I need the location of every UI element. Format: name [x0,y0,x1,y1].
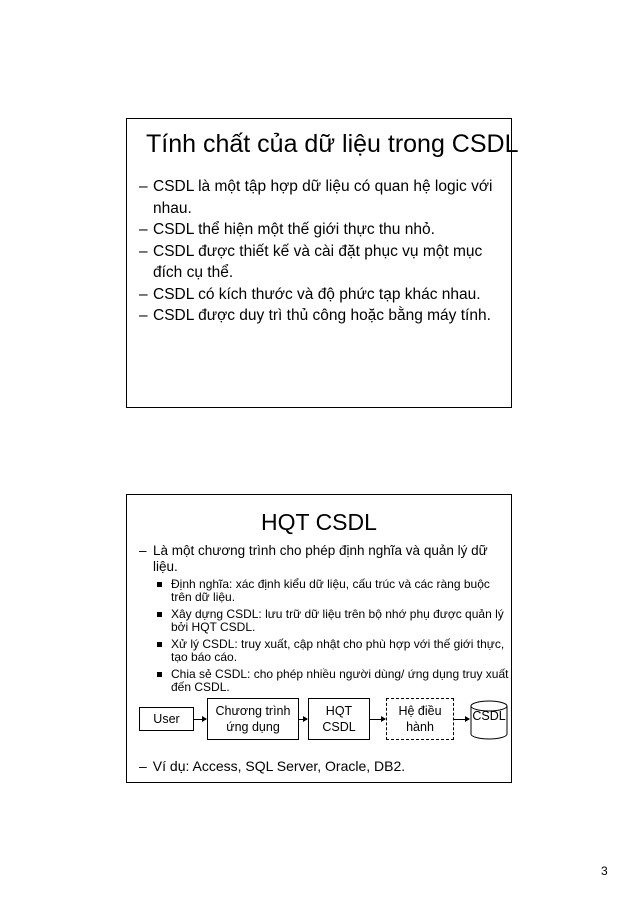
slide-properties [126,118,519,408]
slide-dbms [126,494,512,783]
dbms-label-line2: CSDL [322,720,356,734]
os-label-line1: Hệ điều [398,704,442,718]
sub-bullet-list [153,578,509,694]
arrow-icon [194,719,206,720]
bullet-text: CSDL có kích thước và độ phức tạp khác nhau. [153,285,481,303]
dash-marker: – [139,285,148,303]
list-item [139,543,509,694]
list-item [139,176,509,219]
arrow-icon [454,719,469,720]
list-item [139,305,509,327]
slide-title: HQT CSDL [261,509,377,535]
user-box [139,707,194,731]
bullet-text: Là một chương trình cho phép định nghĩa và quản lý dữ liệu. [153,543,488,574]
list-item [139,241,509,284]
sub-bullet-text: Định nghĩa: xác định kiểu dữ liệu, cấu trúc và các ràng buộc trên dữ liệu. [171,577,490,604]
square-bullet-icon [157,582,162,587]
square-bullet-icon [157,642,162,647]
square-bullet-icon [157,612,162,617]
architecture-diagram [127,695,513,745]
dash-marker: – [139,307,148,324]
sub-list-item [153,668,509,694]
os-label-line2: hành [406,720,434,734]
arrow-icon [370,719,385,720]
dash-marker: – [139,178,148,195]
app-label-line2: ứng dụng [226,720,280,734]
square-bullet-icon [157,672,162,677]
dash-marker: – [139,242,148,260]
app-program-box [207,698,299,740]
bullet-text: CSDL là một tập hợp dữ liệu có quan hệ logic với nhau. [153,178,493,217]
bullet-text: CSDL được duy trì thủ công hoặc bằng máy tính. [153,307,491,324]
slide-title: Tính chất của dữ liệu trong CSDL [146,130,519,158]
example-line [139,757,405,775]
page-number: 3 [601,864,608,878]
list-item [139,284,509,306]
sub-bullet-text: Xử lý CSDL: truy xuất, cập nhật cho phù hợp với thế giới thực, tạo báo cáo. [171,637,505,664]
bullet-list [139,176,509,327]
app-label-line1: Chương trình [215,704,291,718]
sub-bullet-text: Xây dựng CSDL: lưu trữ dữ liệu trên bộ nhớ phụ được quản lý bởi HQT CSDL. [171,607,504,634]
dash-marker: – [139,758,147,774]
dash-marker: – [139,543,147,558]
bullet-text: CSDL được thiết kế và cài đặt phục vụ một mục đích cụ thể. [153,242,483,281]
arrow-icon [299,719,307,720]
sub-list-item [153,638,509,664]
bullet-list [139,543,509,698]
database-label: CSDL [472,709,506,723]
dbms-box [308,698,370,740]
user-label: User [153,712,180,726]
sub-bullet-text: Chia sẻ CSDL: cho phép nhiều người dùng/ ứng dụng truy xuất đến CSDL. [171,667,509,694]
bullet-text: CSDL thể hiện một thế giới thực thu nhỏ. [153,221,435,238]
sub-list-item [153,578,509,604]
sub-list-item [153,608,509,634]
dash-marker: – [139,221,148,238]
example-text: Ví dụ: Access, SQL Server, Oracle, DB2. [152,758,406,774]
dbms-label-line1: HQT [325,704,353,718]
list-item [139,219,509,241]
os-box [386,698,454,740]
